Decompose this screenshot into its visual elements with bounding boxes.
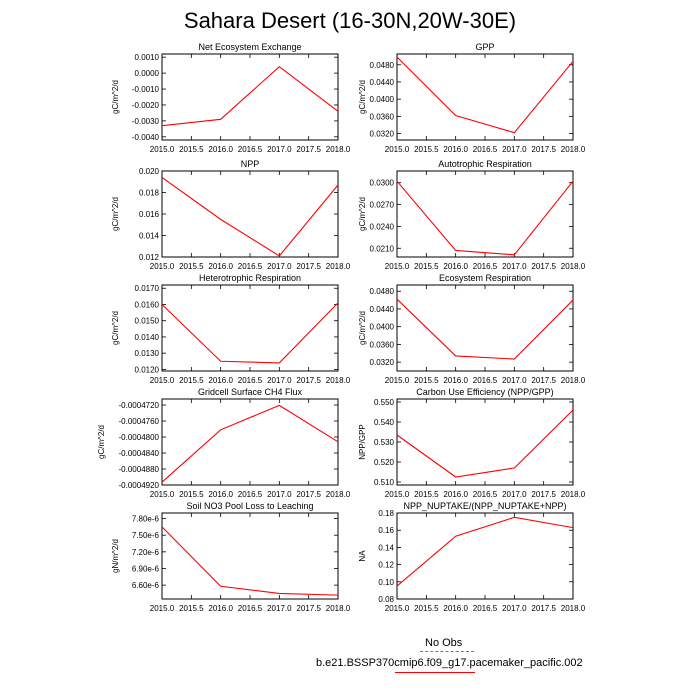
y-tick-label: 0.0170	[134, 284, 159, 294]
series-line	[162, 177, 338, 255]
x-tick-label: 2017.0	[267, 604, 292, 613]
x-tick-label: 2017.0	[267, 262, 292, 271]
x-tick-label: 2015.5	[414, 262, 439, 271]
x-tick-label: 2016.5	[237, 376, 263, 385]
chart-title: Gridcell Surface CH4 Flux	[197, 387, 303, 397]
chart-title: NPP	[240, 159, 260, 169]
plot-frame	[162, 285, 338, 371]
y-axis-label: gC/m^2/d	[111, 80, 120, 114]
x-tick-label: 2015.0	[149, 145, 175, 154]
x-tick-label: 2016.5	[472, 145, 498, 154]
x-tick-label: 2015.5	[414, 604, 439, 613]
y-tick-label: 0.016	[138, 210, 159, 219]
chart-panel	[358, 273, 586, 385]
plot-frame	[397, 285, 573, 371]
x-tick-label: 2017.0	[502, 376, 527, 385]
series-line	[162, 405, 338, 482]
x-tick-label: 2016.0	[208, 490, 233, 499]
y-tick-label: 0.0480	[369, 287, 394, 297]
y-tick-label: 0.530	[373, 438, 394, 447]
x-tick-label: 2015.0	[149, 376, 175, 385]
chart-title: Ecosystem Respiration	[438, 273, 532, 283]
x-tick-label: 2015.0	[149, 604, 175, 613]
x-tick-label: 2016.5	[237, 262, 263, 271]
series-line	[162, 527, 338, 595]
plot-frame	[162, 399, 338, 485]
x-tick-label: 2015.0	[384, 262, 410, 271]
y-tick-label: 0.0440	[369, 77, 394, 87]
x-tick-label: 2015.0	[384, 145, 410, 154]
y-tick-label: 0.0240	[369, 222, 394, 232]
plot-frame	[397, 513, 573, 599]
x-tick-label: 2016.0	[208, 376, 233, 385]
x-tick-label: 2016.0	[443, 262, 468, 271]
y-tick-label: 0.510	[373, 478, 394, 487]
x-tick-label: 2015.5	[179, 604, 204, 613]
y-tick-label: 0.018	[138, 188, 159, 198]
legend-obs-label: No Obs	[425, 637, 463, 649]
y-tick-label: 0.0150	[134, 316, 159, 326]
y-tick-label: 0.16	[378, 526, 394, 536]
x-tick-label: 2016.5	[237, 145, 263, 154]
y-axis-label: NPP/GPP	[358, 424, 367, 460]
x-tick-label: 2016.5	[237, 490, 263, 499]
y-axis-label: gC/m^2/d	[358, 311, 367, 345]
chart-title: Soil NO3 Pool Loss to Leaching	[186, 501, 314, 511]
chart-panel	[358, 42, 586, 154]
series-line	[162, 303, 338, 363]
x-tick-label: 2017.5	[296, 604, 321, 613]
y-tick-label: -0.0004800	[118, 433, 159, 442]
x-tick-label: 2016.0	[208, 604, 233, 613]
y-tick-label: 0.0320	[369, 129, 394, 139]
y-tick-label: 0.0440	[369, 304, 394, 314]
x-tick-label: 2015.5	[414, 145, 439, 154]
series-line	[397, 410, 573, 477]
chart-panel	[111, 501, 351, 613]
y-tick-label: 0.540	[373, 418, 394, 427]
y-tick-label: 6.90e-6	[131, 564, 159, 574]
y-tick-label: 0.0130	[134, 349, 159, 359]
y-tick-label: 0.012	[138, 253, 159, 262]
x-tick-label: 2015.0	[149, 262, 175, 271]
y-tick-label: 7.50e-6	[131, 531, 159, 541]
x-tick-label: 2017.0	[502, 490, 527, 499]
legend-model-label: b.e21.BSSP370cmip6.f09_g17.pacemaker_pacific.002	[316, 657, 583, 669]
y-axis-label: gC/m^2/d	[111, 197, 120, 231]
x-tick-label: 2017.5	[531, 145, 556, 154]
chart-panel	[111, 159, 351, 271]
x-tick-label: 2017.0	[502, 604, 527, 613]
x-tick-label: 2017.0	[267, 376, 292, 385]
y-tick-label: -0.0004920	[118, 481, 159, 490]
x-tick-label: 2015.0	[384, 376, 410, 385]
x-tick-label: 2016.5	[472, 490, 498, 499]
y-axis-label: gC/m^2/d	[111, 311, 120, 345]
x-tick-label: 2018.0	[325, 376, 351, 385]
chart-panel	[111, 273, 351, 385]
y-axis-label: gC/m^2/d	[358, 197, 367, 231]
chart-title: NPP_NUPTAKE/(NPP_NUPTAKE+NPP)	[403, 501, 567, 511]
x-tick-label: 2017.5	[531, 604, 556, 613]
x-tick-label: 2015.5	[179, 145, 204, 154]
y-axis-label: gN/m^2/d	[111, 539, 120, 573]
y-tick-label: 0.18	[378, 509, 394, 518]
x-tick-label: 2017.5	[296, 262, 321, 271]
page-title: Sahara Desert (16-30N,20W-30E)	[183, 8, 517, 33]
y-tick-label: 0.0300	[369, 178, 394, 188]
x-tick-label: 2017.0	[502, 262, 527, 271]
y-tick-label: -0.0004880	[118, 465, 159, 474]
x-tick-label: 2017.5	[296, 376, 321, 385]
x-tick-label: 2015.5	[414, 490, 439, 499]
plot-frame	[162, 513, 338, 599]
y-tick-label: 0.14	[378, 543, 394, 553]
x-tick-label: 2015.0	[384, 604, 410, 613]
x-tick-label: 2018.0	[560, 262, 586, 271]
x-tick-label: 2017.5	[296, 490, 321, 499]
y-tick-label: 6.60e-6	[131, 581, 159, 591]
y-tick-label: 0.0400	[369, 95, 394, 105]
x-tick-label: 2016.0	[443, 604, 468, 613]
y-axis-label: gC/m^2/d	[358, 80, 367, 114]
y-tick-label: -0.0040	[131, 132, 159, 142]
chart-panel	[97, 387, 351, 499]
x-tick-label: 2016.5	[472, 604, 498, 613]
y-tick-label: 0.0160	[134, 300, 159, 310]
y-tick-label: 0.0120	[134, 365, 159, 375]
x-tick-label: 2016.0	[443, 376, 468, 385]
y-axis-label: NA	[358, 550, 367, 562]
x-tick-label: 2018.0	[325, 262, 351, 271]
x-tick-label: 2016.5	[472, 376, 498, 385]
x-tick-label: 2016.0	[443, 145, 468, 154]
x-tick-label: 2015.5	[179, 376, 204, 385]
y-tick-label: 0.0360	[369, 340, 394, 350]
y-tick-label: 0.0140	[134, 332, 159, 342]
x-tick-label: 2016.5	[237, 604, 263, 613]
x-tick-label: 2017.5	[296, 145, 321, 154]
x-tick-label: 2017.5	[531, 490, 556, 499]
x-tick-label: 2018.0	[560, 604, 586, 613]
x-tick-label: 2015.5	[179, 262, 204, 271]
chart-title: Heterotrophic Respiration	[198, 273, 302, 283]
y-tick-label: 0.12	[378, 560, 394, 570]
y-tick-label: 0.0480	[369, 60, 394, 70]
x-tick-label: 2015.5	[414, 376, 439, 385]
plot-frame	[162, 54, 338, 140]
y-tick-label: 0.0010	[134, 53, 159, 63]
x-tick-label: 2017.5	[531, 376, 556, 385]
x-tick-label: 2016.0	[443, 490, 468, 499]
chart-panel	[358, 387, 586, 499]
y-tick-label: 0.520	[373, 458, 394, 467]
chart-title: GPP	[475, 42, 495, 52]
y-tick-label: 0.020	[138, 167, 159, 176]
x-tick-label: 2018.0	[325, 604, 351, 613]
chart-title: Carbon Use Efficiency (NPP/GPP)	[416, 387, 554, 397]
y-tick-label: 0.550	[373, 398, 394, 407]
x-tick-label: 2018.0	[560, 376, 586, 385]
x-tick-label: 2018.0	[325, 145, 351, 154]
y-tick-label: 7.20e-6	[131, 547, 159, 557]
x-tick-label: 2015.0	[149, 490, 175, 499]
chart-panel	[111, 42, 351, 154]
x-tick-label: 2016.5	[472, 262, 498, 271]
y-tick-label: -0.0020	[131, 100, 159, 110]
series-line	[397, 517, 573, 586]
y-tick-label: 0.0320	[369, 358, 394, 368]
y-tick-label: 0.10	[378, 577, 394, 587]
series-line	[397, 181, 573, 255]
y-axis-label: gC/m^2/d	[97, 425, 106, 459]
x-tick-label: 2017.0	[267, 490, 292, 499]
y-tick-label: -0.0004760	[118, 417, 159, 426]
y-tick-label: 7.80e-6	[131, 514, 159, 524]
y-tick-label: -0.0004720	[118, 401, 159, 410]
chart-title: Net Ecosystem Exchange	[198, 42, 302, 52]
y-tick-label: 0.08	[378, 595, 394, 604]
chart-title: Autotrophic Respiration	[438, 159, 532, 169]
chart-panel	[358, 159, 586, 271]
series-line	[397, 299, 573, 359]
x-tick-label: 2016.0	[208, 145, 233, 154]
x-tick-label: 2018.0	[560, 145, 586, 154]
plot-frame	[397, 54, 573, 140]
x-tick-label: 2018.0	[560, 490, 586, 499]
plot-frame	[162, 171, 338, 257]
chart-panel	[358, 501, 586, 613]
x-tick-label: 2017.0	[267, 145, 292, 154]
x-tick-label: 2017.5	[531, 262, 556, 271]
y-tick-label: 0.014	[138, 231, 159, 241]
y-tick-label: 0.0270	[369, 200, 394, 210]
y-tick-label: 0.0210	[369, 244, 394, 254]
x-tick-label: 2018.0	[325, 490, 351, 499]
series-line	[397, 57, 573, 133]
y-tick-label: -0.0010	[131, 85, 159, 95]
y-tick-label: -0.0004840	[118, 449, 159, 458]
y-tick-label: 0.0000	[134, 69, 159, 79]
x-tick-label: 2015.5	[179, 490, 204, 499]
x-tick-label: 2016.0	[208, 262, 233, 271]
series-line	[162, 67, 338, 126]
x-tick-label: 2017.0	[502, 145, 527, 154]
x-tick-label: 2015.0	[384, 490, 410, 499]
y-tick-label: 0.0400	[369, 322, 394, 332]
y-tick-label: -0.0030	[131, 116, 159, 126]
y-tick-label: 0.0360	[369, 112, 394, 122]
